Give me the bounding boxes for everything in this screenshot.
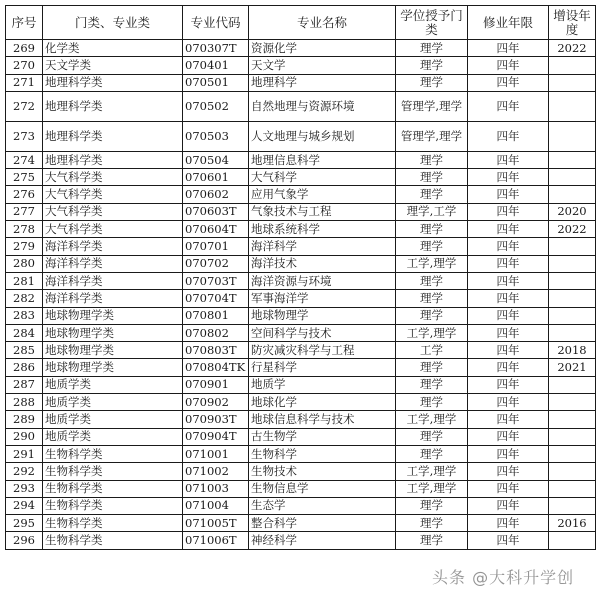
table-row: [6, 186, 596, 203]
cell-degree: 工学,理学: [396, 480, 468, 497]
cell-year-added: [549, 74, 596, 91]
cell-name: 军事海洋学: [249, 290, 396, 307]
table-row: [6, 121, 596, 151]
table-row: [6, 255, 596, 272]
cell-duration: 四年: [468, 272, 549, 289]
cell-name: 资源化学: [249, 40, 396, 57]
header-seq: 序号: [6, 6, 43, 40]
cell-year-added: [549, 532, 596, 549]
cell-year-added: [549, 307, 596, 324]
table-row: [6, 221, 596, 238]
table-row: [6, 74, 596, 91]
cell-category: 地理科学类: [43, 121, 183, 151]
cell-duration: 四年: [468, 411, 549, 428]
cell-code: 070501: [183, 74, 249, 91]
table-row: [6, 359, 596, 376]
cell-year-added: [549, 121, 596, 151]
cell-degree: 工学,理学: [396, 324, 468, 341]
cell-name: 生物技术: [249, 463, 396, 480]
cell-seq: 283: [6, 307, 43, 324]
cell-duration: 四年: [468, 238, 549, 255]
cell-year-added: [549, 411, 596, 428]
cell-code: 070602: [183, 186, 249, 203]
cell-duration: 四年: [468, 359, 549, 376]
cell-code: 070901: [183, 376, 249, 393]
cell-duration: 四年: [468, 203, 549, 220]
table-row: [6, 376, 596, 393]
cell-year-added: [549, 290, 596, 307]
cell-seq: 270: [6, 57, 43, 74]
cell-category: 地理科学类: [43, 91, 183, 121]
cell-seq: 272: [6, 91, 43, 121]
cell-year-added: [549, 57, 596, 74]
cell-degree: 理学: [396, 74, 468, 91]
cell-code: 070701: [183, 238, 249, 255]
cell-degree: 理学: [396, 394, 468, 411]
cell-code: 070702: [183, 255, 249, 272]
cell-category: 大气科学类: [43, 169, 183, 186]
cell-year-added: [549, 255, 596, 272]
cell-category: 海洋科学类: [43, 238, 183, 255]
cell-seq: 276: [6, 186, 43, 203]
cell-seq: 287: [6, 376, 43, 393]
cell-year-added: [549, 445, 596, 462]
cell-code: 071001: [183, 445, 249, 462]
cell-seq: 286: [6, 359, 43, 376]
cell-duration: 四年: [468, 91, 549, 121]
cell-duration: 四年: [468, 394, 549, 411]
cell-name: 地球物理学: [249, 307, 396, 324]
cell-year-added: [549, 394, 596, 411]
header-duration: 修业年限: [468, 6, 549, 40]
cell-category: 生物科学类: [43, 480, 183, 497]
table-row: [6, 428, 596, 445]
cell-name: 地球系统科学: [249, 221, 396, 238]
cell-category: 生物科学类: [43, 463, 183, 480]
header-category: 门类、专业类: [43, 6, 183, 40]
cell-duration: 四年: [468, 40, 549, 57]
cell-code: 070503: [183, 121, 249, 151]
cell-duration: 四年: [468, 376, 549, 393]
cell-code: 070903T: [183, 411, 249, 428]
cell-degree: 理学: [396, 186, 468, 203]
cell-code: 070502: [183, 91, 249, 121]
cell-year-added: [549, 324, 596, 341]
cell-category: 生物科学类: [43, 497, 183, 514]
cell-name: 地球化学: [249, 394, 396, 411]
cell-code: 070601: [183, 169, 249, 186]
cell-seq: 289: [6, 411, 43, 428]
cell-year-added: [549, 169, 596, 186]
cell-category: 生物科学类: [43, 532, 183, 549]
cell-degree: 理学: [396, 359, 468, 376]
cell-degree: 理学: [396, 40, 468, 57]
cell-year-added: [549, 497, 596, 514]
table-row: [6, 324, 596, 341]
cell-duration: 四年: [468, 307, 549, 324]
cell-duration: 四年: [468, 515, 549, 532]
cell-category: 地理科学类: [43, 151, 183, 168]
cell-name: 行星科学: [249, 359, 396, 376]
cell-category: 天文学类: [43, 57, 183, 74]
cell-seq: 280: [6, 255, 43, 272]
cell-duration: 四年: [468, 497, 549, 514]
cell-category: 地球物理学类: [43, 307, 183, 324]
cell-duration: 四年: [468, 445, 549, 462]
cell-category: 地质学类: [43, 376, 183, 393]
cell-name: 地理信息科学: [249, 151, 396, 168]
cell-degree: 理学: [396, 151, 468, 168]
header-degree: 学位授予门类: [396, 6, 468, 40]
cell-name: 地理科学: [249, 74, 396, 91]
cell-name: 生物科学: [249, 445, 396, 462]
table-row: [6, 394, 596, 411]
cell-degree: 理学: [396, 428, 468, 445]
cell-duration: 四年: [468, 57, 549, 74]
cell-seq: 284: [6, 324, 43, 341]
cell-degree: 工学,理学: [396, 411, 468, 428]
cell-degree: 理学: [396, 376, 468, 393]
cell-seq: 293: [6, 480, 43, 497]
majors-table: [5, 5, 596, 550]
cell-name: 应用气象学: [249, 186, 396, 203]
cell-degree: 工学: [396, 342, 468, 359]
cell-code: 070803T: [183, 342, 249, 359]
cell-code: 070401: [183, 57, 249, 74]
watermark: 头条 @大科升学创: [432, 568, 575, 587]
table-row: [6, 203, 596, 220]
cell-degree: 理学: [396, 272, 468, 289]
cell-category: 海洋科学类: [43, 290, 183, 307]
table-row: [6, 151, 596, 168]
header-year-added: 增设年度: [549, 6, 596, 40]
header-row: [6, 6, 596, 40]
table-row: [6, 411, 596, 428]
header-name: 专业名称: [249, 6, 396, 40]
cell-year-added: [549, 186, 596, 203]
cell-name: 天文学: [249, 57, 396, 74]
cell-degree: 理学: [396, 445, 468, 462]
cell-category: 地质学类: [43, 411, 183, 428]
cell-duration: 四年: [468, 151, 549, 168]
cell-category: 生物科学类: [43, 445, 183, 462]
cell-code: 070902: [183, 394, 249, 411]
cell-seq: 294: [6, 497, 43, 514]
cell-year-added: [549, 376, 596, 393]
cell-seq: 274: [6, 151, 43, 168]
cell-category: 地质学类: [43, 394, 183, 411]
cell-code: 071005T: [183, 515, 249, 532]
cell-year-added: [549, 428, 596, 445]
cell-degree: 理学: [396, 497, 468, 514]
cell-code: 070604T: [183, 221, 249, 238]
cell-year-added: [549, 91, 596, 121]
cell-duration: 四年: [468, 255, 549, 272]
cell-seq: 269: [6, 40, 43, 57]
cell-name: 生物信息学: [249, 480, 396, 497]
cell-duration: 四年: [468, 532, 549, 549]
cell-name: 大气科学: [249, 169, 396, 186]
cell-year-added: [549, 463, 596, 480]
cell-degree: 理学: [396, 515, 468, 532]
table-row: [6, 57, 596, 74]
cell-name: 神经科学: [249, 532, 396, 549]
cell-name: 地质学: [249, 376, 396, 393]
cell-seq: 290: [6, 428, 43, 445]
cell-name: 古生物学: [249, 428, 396, 445]
table-row: [6, 307, 596, 324]
table-row: [6, 40, 596, 57]
cell-seq: 273: [6, 121, 43, 151]
cell-category: 地球物理学类: [43, 359, 183, 376]
cell-degree: 理学: [396, 238, 468, 255]
cell-category: 地质学类: [43, 428, 183, 445]
cell-duration: 四年: [468, 121, 549, 151]
cell-name: 海洋资源与环境: [249, 272, 396, 289]
cell-seq: 271: [6, 74, 43, 91]
cell-name: 自然地理与资源环境: [249, 91, 396, 121]
cell-category: 海洋科学类: [43, 255, 183, 272]
cell-code: 071003: [183, 480, 249, 497]
cell-seq: 277: [6, 203, 43, 220]
cell-degree: 理学: [396, 169, 468, 186]
table-row: [6, 497, 596, 514]
cell-seq: 279: [6, 238, 43, 255]
cell-code: 071006T: [183, 532, 249, 549]
cell-category: 地理科学类: [43, 74, 183, 91]
cell-seq: 275: [6, 169, 43, 186]
cell-year-added: [549, 480, 596, 497]
cell-seq: 291: [6, 445, 43, 462]
cell-code: 070802: [183, 324, 249, 341]
cell-duration: 四年: [468, 186, 549, 203]
cell-year-added: 2016: [549, 515, 596, 532]
cell-name: 海洋科学: [249, 238, 396, 255]
cell-duration: 四年: [468, 428, 549, 445]
cell-degree: 理学,工学: [396, 203, 468, 220]
table-row: [6, 515, 596, 532]
cell-year-added: 2018: [549, 342, 596, 359]
cell-duration: 四年: [468, 480, 549, 497]
cell-duration: 四年: [468, 290, 549, 307]
cell-category: 海洋科学类: [43, 272, 183, 289]
cell-code: 070904T: [183, 428, 249, 445]
cell-degree: 管理学,理学: [396, 121, 468, 151]
table-row: [6, 272, 596, 289]
cell-category: 大气科学类: [43, 186, 183, 203]
cell-code: 070801: [183, 307, 249, 324]
cell-name: 人文地理与城乡规划: [249, 121, 396, 151]
cell-name: 整合科学: [249, 515, 396, 532]
cell-category: 地球物理学类: [43, 324, 183, 341]
cell-name: 生态学: [249, 497, 396, 514]
cell-code: 070704T: [183, 290, 249, 307]
cell-category: 大气科学类: [43, 221, 183, 238]
cell-code: 070703T: [183, 272, 249, 289]
cell-duration: 四年: [468, 463, 549, 480]
cell-duration: 四年: [468, 74, 549, 91]
cell-year-added: 2022: [549, 40, 596, 57]
cell-category: 生物科学类: [43, 515, 183, 532]
table-row: [6, 169, 596, 186]
table-row: [6, 532, 596, 549]
cell-category: 大气科学类: [43, 203, 183, 220]
cell-seq: 278: [6, 221, 43, 238]
cell-code: 071002: [183, 463, 249, 480]
cell-year-added: 2021: [549, 359, 596, 376]
table-row: [6, 463, 596, 480]
cell-code: 070804TK: [183, 359, 249, 376]
cell-name: 空间科学与技术: [249, 324, 396, 341]
cell-year-added: [549, 272, 596, 289]
cell-seq: 296: [6, 532, 43, 549]
cell-category: 地球物理学类: [43, 342, 183, 359]
cell-year-added: 2020: [549, 203, 596, 220]
cell-duration: 四年: [468, 169, 549, 186]
cell-seq: 295: [6, 515, 43, 532]
cell-degree: 工学,理学: [396, 255, 468, 272]
cell-degree: 工学,理学: [396, 463, 468, 480]
table-row: [6, 480, 596, 497]
cell-degree: 理学: [396, 221, 468, 238]
table-row: [6, 342, 596, 359]
cell-seq: 281: [6, 272, 43, 289]
cell-year-added: 2022: [549, 221, 596, 238]
cell-duration: 四年: [468, 221, 549, 238]
cell-year-added: [549, 151, 596, 168]
header-code: 专业代码: [183, 6, 249, 40]
table-row: [6, 238, 596, 255]
cell-code: 070504: [183, 151, 249, 168]
cell-seq: 288: [6, 394, 43, 411]
cell-seq: 292: [6, 463, 43, 480]
cell-duration: 四年: [468, 342, 549, 359]
table-row: [6, 91, 596, 121]
cell-code: 070307T: [183, 40, 249, 57]
cell-duration: 四年: [468, 324, 549, 341]
cell-degree: 理学: [396, 307, 468, 324]
table-row: [6, 445, 596, 462]
cell-degree: 管理学,理学: [396, 91, 468, 121]
cell-name: 地球信息科学与技术: [249, 411, 396, 428]
cell-seq: 285: [6, 342, 43, 359]
cell-name: 海洋技术: [249, 255, 396, 272]
cell-code: 070603T: [183, 203, 249, 220]
cell-name: 防灾减灾科学与工程: [249, 342, 396, 359]
cell-degree: 理学: [396, 57, 468, 74]
cell-code: 071004: [183, 497, 249, 514]
table-row: [6, 290, 596, 307]
cell-category: 化学类: [43, 40, 183, 57]
cell-seq: 282: [6, 290, 43, 307]
cell-degree: 理学: [396, 290, 468, 307]
cell-year-added: [549, 238, 596, 255]
cell-name: 气象技术与工程: [249, 203, 396, 220]
cell-degree: 理学: [396, 532, 468, 549]
